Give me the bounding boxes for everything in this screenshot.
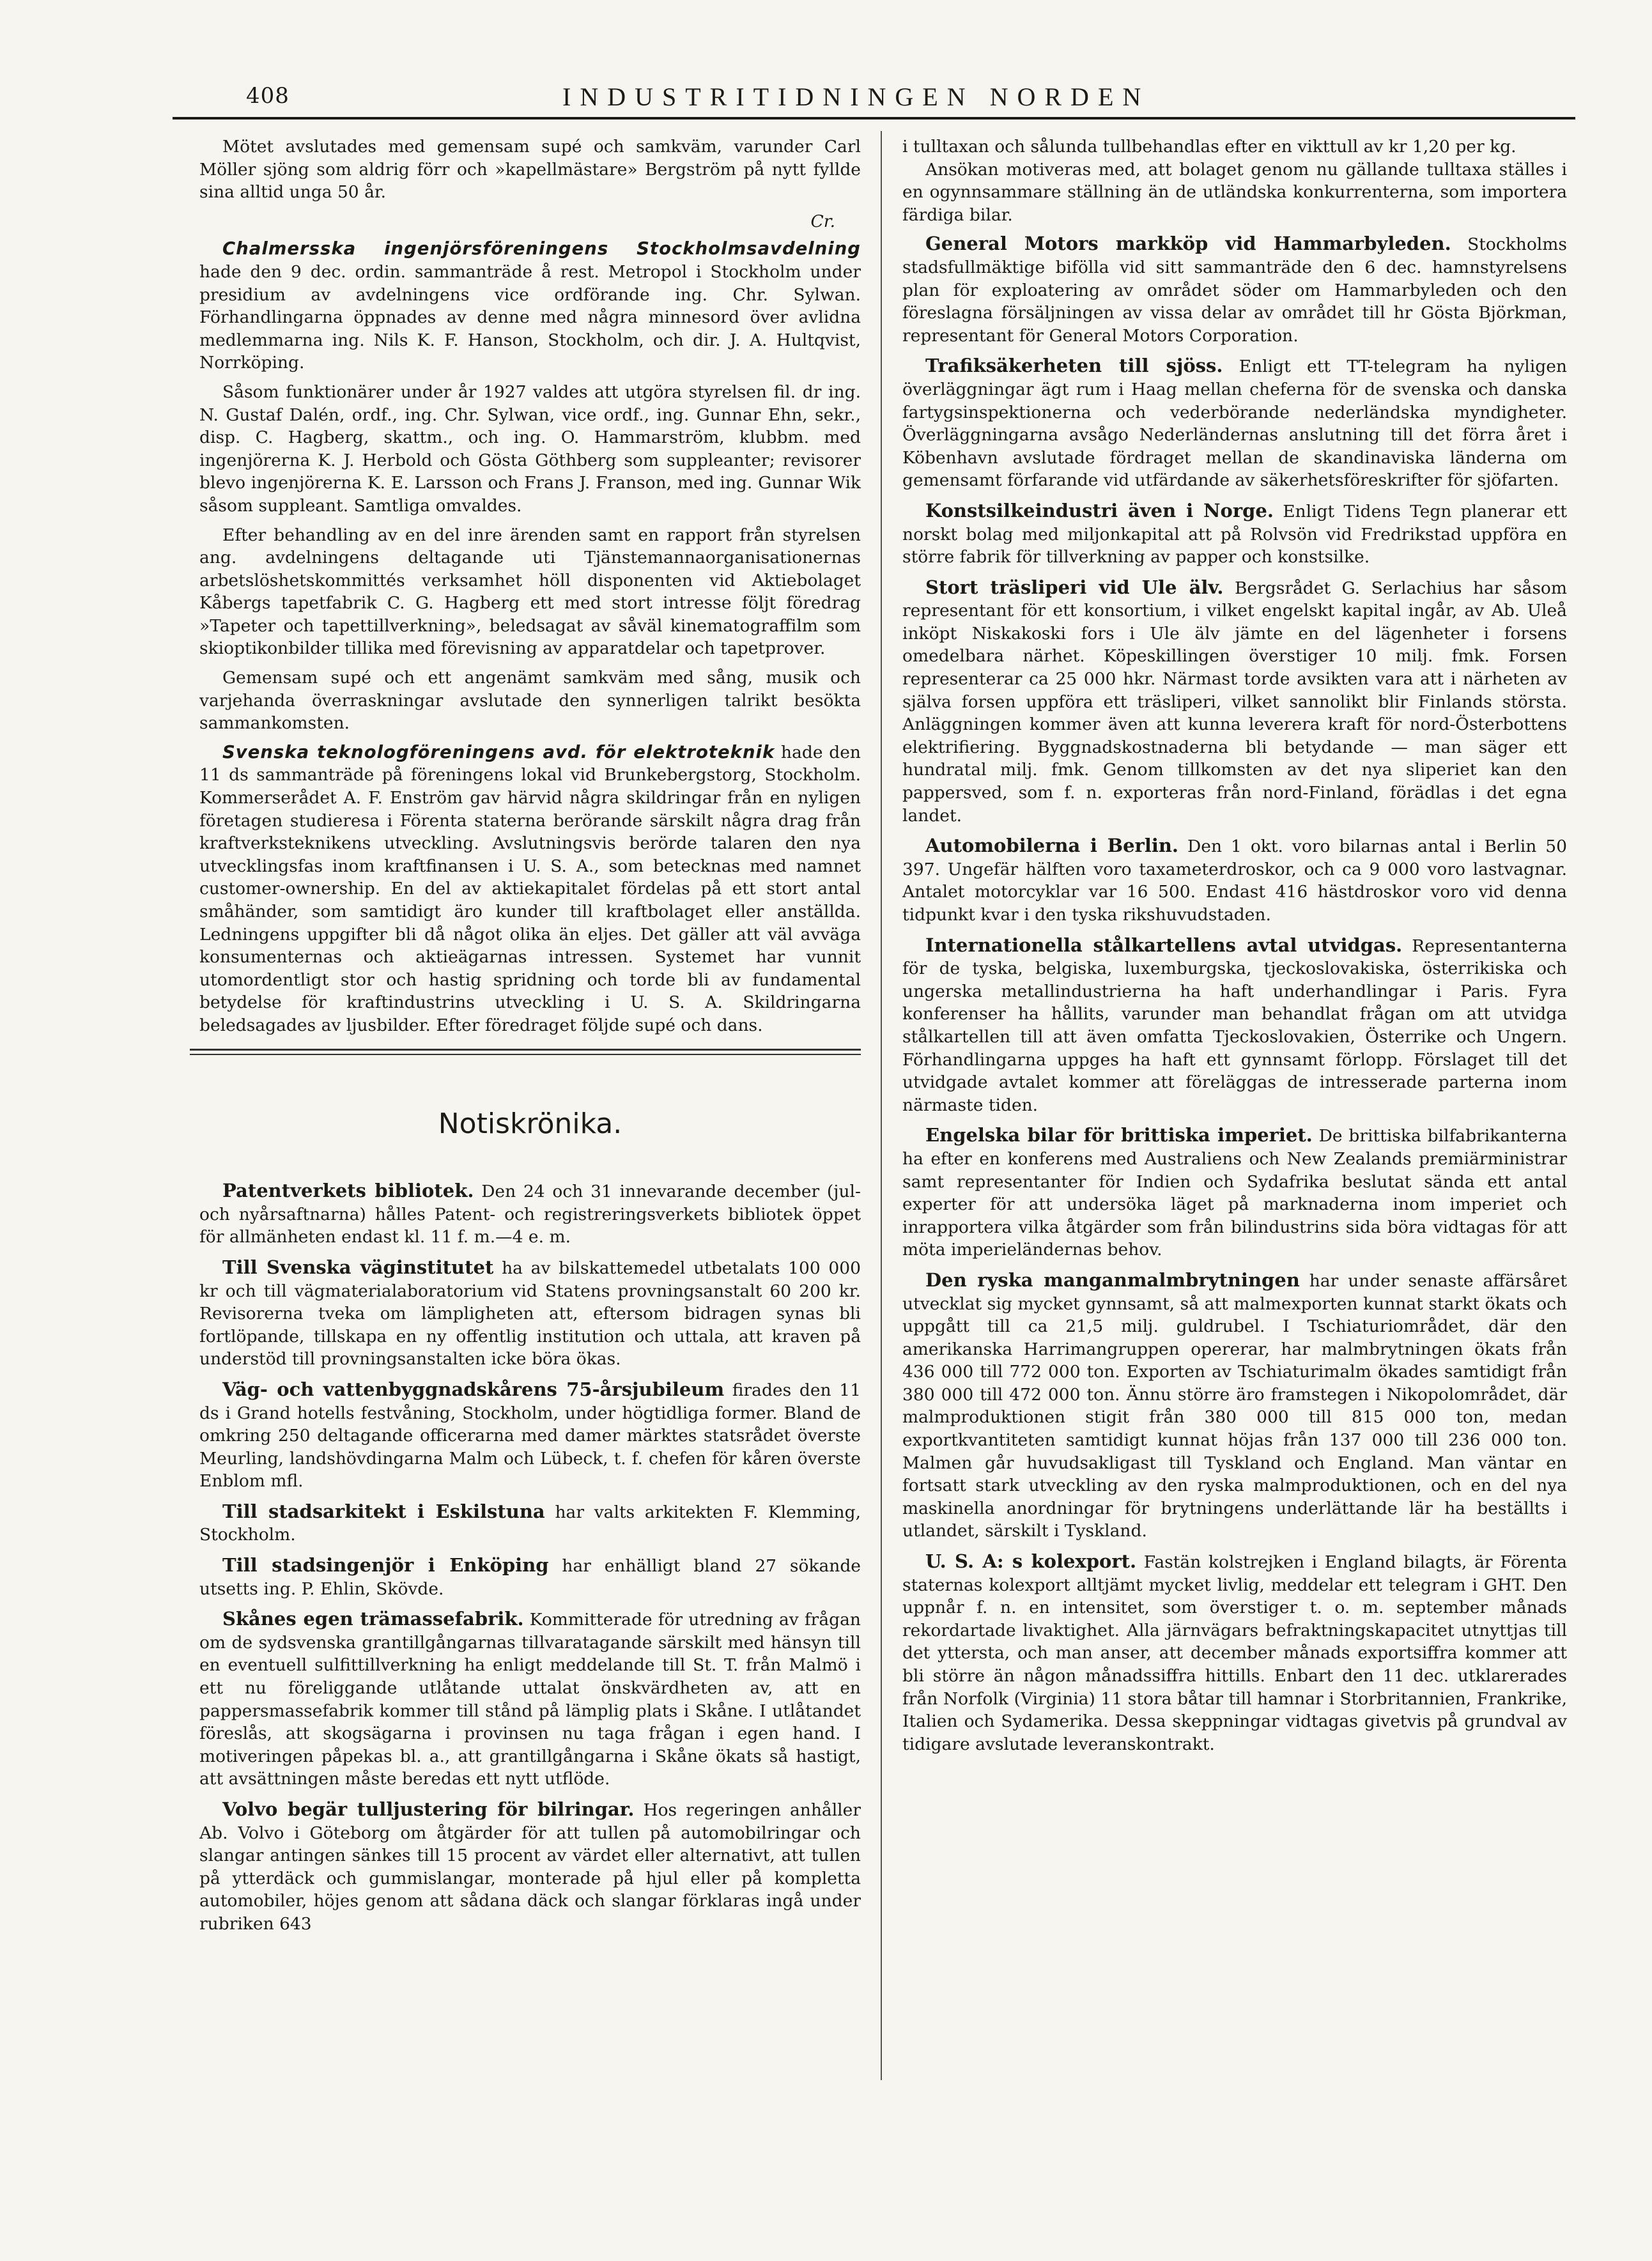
notice-item <box>902 355 1567 492</box>
notice-body: Den 1 okt. voro bilarnas antal i Berlin 50 397. Ungefär hälften voro taxameterdroskor, och ca 9 000 voro lastvagnar. Antalet motorcyklar var 16 500. Endast 416 hästdroskor voro vid denna tidpunkt kvar i den tyska rikshuvudstaden. <box>902 837 1567 925</box>
chalmers-heading: Chalmersska ingenjörsföreningens Stockholmsavdelning <box>222 238 861 259</box>
opening-paragraph: Mötet avslutades med gemensam supé och samkväm, varunder Carl Möller sjöng som aldrig förr och »kapellmästare» Bergström på nytt fyllde sina alltid unga 50 år. <box>199 137 861 203</box>
notice-heading: Till Svenska väginstitutet <box>222 1256 494 1278</box>
chalmers-report <box>199 238 861 374</box>
notice-heading: U. S. A: s kolexport. <box>925 1550 1137 1573</box>
right-notice-list <box>902 233 1567 1756</box>
notice-item <box>902 934 1567 1117</box>
chalmers-p3: Efter behandling av en del inre ärenden samt en rapport från styrelsen ang. avdelningens deltagande uti Tjänstemannaorganisationernas arbetslöshetskommittés verksamhet höll disponenten vid Aktiebolaget Kåbergs tapetfabrik C. G. Hagberg ett med stort intresse följt föredrag »Tapeter och tapettillverkning», beledsagat av såväl kinematograffilm som skioptikonbilder tillika med förevisning av apparatdelar och tapetprover. <box>199 525 861 659</box>
notice-heading: Den ryska manganmalmbrytningen <box>925 1269 1300 1291</box>
notice-heading: Stort träsliperi vid Ule älv. <box>925 576 1224 598</box>
notice-item <box>902 576 1567 828</box>
notice-body: Kommitterade för utredning av frågan om de sydsvenska grantillgångarnas tillvaratagande särskilt med hänsyn till en eventuell sulfittillverkning ha enligt meddelande till St. T. från Malmö i ett nu föreliggande utlåtande uttalat önskvärdheten av, att en pappersmassefabrik kommer till stånd på lämplig plats i Skåne. I utlåtandet föreslås, att skogsägarna i provinsen nu taga frågan i egen hand. I motiveringen påpekas bl. a., att grantillgångarna i Skåne ökats så hastigt, att avsättningen måste beredas ett nytt utflöde. <box>199 1610 861 1789</box>
notice-item <box>199 1554 861 1600</box>
notice-heading: Internationella stålkartellens avtal utvidgas. <box>925 934 1403 956</box>
chalmers-p2: Såsom funktionärer under år 1927 valdes att utgöra styrelsen fil. dr ing. N. Gustaf Dalén, ordf., ing. Chr. Sylwan, vice ordf., ing. Gunnar Ehn, sekr., disp. C. Hagberg, skattm., och ing. O. Hammarström, klubbm. med ingenjörerna K. J. Herbold och Gösta Göthberg som suppleanter; revisorer blevo ingenjörerna K. E. Larsson och Frans J. Franson, med ing. Gunnar Wik såsom suppleant. Samtliga omvaldes. <box>199 382 861 516</box>
notice-item <box>199 1608 861 1791</box>
notice-heading: Konstsilkeindustri även i Norge. <box>925 499 1274 521</box>
author-signature: Cr. <box>810 211 835 231</box>
notice-heading: Till stadsarkitekt i Eskilstuna <box>222 1500 545 1522</box>
notice-heading: General Motors markköp vid Hammarbyleden. <box>925 233 1451 255</box>
notice-body: har enhälligt bland 27 sökande utsetts ing. P. Ehlin, Skövde. <box>199 1556 861 1599</box>
notice-item <box>902 835 1567 926</box>
svenska-report <box>199 741 861 1037</box>
notice-body: Representanterna för de tyska, belgiska, luxemburgska, tjeckoslovakiska, österrikiska och ungerska metallindustrierna ha haft underhandlingar i Paris. Fyra konferenser ha hållits, varunder man behandlat frågan om att utvidga stålkartellen till att även omfatta Tjeckoslovakien, Österrike och Ungern. Förhandlingarna uppges ha haft ett gynnsamt förlopp. Förslaget till det utvidgade avtalet kommer att föreläggas de intresserade parterna inom närmaste tiden. <box>902 936 1567 1115</box>
notice-item <box>902 500 1567 569</box>
notice-item <box>902 1269 1567 1543</box>
notice-body: Fastän kolstrejken i England bilagts, är Förenta staternas kolexport alltjämt mycket livlig, meddelar ett telegram i GHT. Den uppnår f. n. en intensitet, som överstiger t. o. m. september månads rekordartade livaktighet. Alla järnvägars befraktningskapacitet utnyttjas till det yttersta, och man anser, att december månads exportsiffra kommer att bli större än någon månadssiffra hittills. Enbart den 11 dec. utklarerades från Norfolk (Virginia) 11 stora båtar till hamnar i Storbritannien, Frankrike, Italien och Sydamerika. Dessa skeppningar vidtagas givetvis på grundval av tidigare avslutade leveranskontrakt. <box>902 1552 1567 1754</box>
notice-heading: Väg- och vattenbyggnadskårens 75-årsjubileum <box>222 1378 725 1400</box>
notice-body: Den 24 och 31 innevarande december (jul- och nyårsaftnarna) hålles Patent- och registreringsverkets bibliotek öppet för allmänheten endast kl. 11 f. m.—4 e. m. <box>199 1182 861 1247</box>
column-divider <box>881 131 882 2080</box>
notice-heading: Till stadsingenjör i Enköping <box>222 1554 549 1577</box>
notice-heading: Skånes egen trämassefabrik. <box>222 1608 524 1630</box>
notice-heading: Volvo begär tulljustering för bilringar. <box>222 1798 635 1820</box>
notice-item <box>902 1550 1567 1756</box>
notice-heading: Engelska bilar för brittiska imperiet. <box>925 1124 1313 1146</box>
left-column <box>199 135 861 1943</box>
notice-body: Bergsrådet G. Serlachius har såsom representant för ett konsortium, i vilket engelskt kapital ingår, av Ab. Uleå inköpt Niskakoski fors i Ule älv jämte en del lägenheter i forsens omedelbara närhet. Köpeskillingen överstiger 10 milj. fmk. Forsen representerar ca 25 000 hkr. Närmast torde avsikten vara att i närheten av själva forsen uppföra ett träsliperi, vilket sannolikt blir Finlands största. Anläggningen kommer även att kunna leverera kraft för nord-Österbottens elektrifiering. Byggnadskostnaderna bli betydande — man säger ett hundratal milj. fmk. Genom tillkomsten av det nya sliperiet kan den pappersved, som f. n. exporteras från nord-Finland, förädlas i det egna landet. <box>902 578 1568 826</box>
continuation-p2: Ansökan motiveras med, att bolaget genom nu gällande tulltaxa ställes i en ogynnsammare ställning än de utländska konkurrenterna, som importera färdiga bilar. <box>902 159 1567 225</box>
section-rule <box>190 1049 861 1055</box>
notice-body: Hos regeringen anhåller Ab. Volvo i Göteborg om åtgärder för att tullen på automobilringar och slangar antingen sänkes till 15 procent av värdet eller alternativt, att tullen på ytterdäck och gummislangar, monterade på hjul eller på kompletta automobiler, höjes genom att sådana däck och slangar förklaras ingå under rubriken 643 <box>199 1800 861 1934</box>
notice-body: har under senaste affärsåret utvecklat sig mycket gynnsamt, så att malmexporten kunnat starkt ökats och uppgått till ca 21,5 milj. guldrubel. I Tschiaturiområdet, där den amerikanska Harrimangruppen opererar, har malmbrytningen ökats från 436 000 till 772 000 ton. Exporten av Tschiaturimalm ökades samtidigt från 380 000 till 472 000 ton. Ännu större äro framstegen i Nikopolområdet, där malmproduktionen stigit från 380 000 till 815 000 ton, medan exportkvantiteten samtidigt kunnat höjas från 137 000 till 236 000 ton. Malmen går huvudsakligast till Tyskland och England. Man väntar en fortsatt stark utveckling av den ryska malmproduktionen, och en del nya maskinella anordningar för brytningens underlättande lär ha beställts i utlandet, särskilt i Tyskland. <box>902 1270 1568 1541</box>
notice-item <box>902 233 1567 347</box>
notice-body: Stockholms stadsfullmäktige bifölla vid sitt sammanträde den 6 dec. hamnstyrelsens plan för exploatering av området söder om Hammarbyleden och den föreslagna försäljningen av vissa delar av området till hr Gösta Björkman, representant för General Motors Corporation. <box>902 235 1567 346</box>
journal-title: INDUSTRITIDNINGEN NORDEN <box>562 82 1150 111</box>
notice-item <box>199 1378 861 1493</box>
notice-body: firades den 11 ds i Grand hotells festvåning, Stockholm, under högtidliga former. Bland de omkring 250 deltagande officerarna med damer märktes statsrådet överste Meurling, landshövdingarna Malm och Lübeck, t. f. chefen för kåren överste Enblom mfl. <box>199 1380 861 1492</box>
notice-item <box>199 1256 861 1371</box>
notice-item <box>199 1501 861 1547</box>
notice-body: ha av bilskattemedel utbetalats 100 000 kr och till vägmaterialaboratorium vid Statens provningsanstalt 60 200 kr. Revisorerna tveka om lämpligheten att, eftersom bidragen synas bli fortlöpande, tillskapa en ny offentlig institution och uttala, att kraven på understöd till provningsanstalten icke böra ökas. <box>199 1258 861 1370</box>
svenska-p1: hade den 11 ds sammanträde på föreningens lokal vid Brunkebergstorg, Stockholm. Kommerserådet A. F. Enström gav härvid några skildringar från en nyligen företagen studieresa i Förenta staterna berörande särskilt några drag från kraftverksteknikens utveckling. Avslutningsvis berörde talaren den nya utvecklingsfas inom kraftfinansen i U. S. A., som betecknas med namnet customer-ownership. En del av aktiekapitalet fördelas på ett stort antal småhänder, som samtidigt äro kunder till kraftbolaget eller anställda. Ledningens uppgifter bli då något olika än eljes. Det gäller att väl avväga konsumenternas och aktieägarnas intressen. Systemet har vunnit utomordentligt stor och hastig spridning och torde bli av fundamental betydelse för kraftindustrins utveckling i U. S. A. Skildringarna beledsagades av ljusbilder. Efter föredraget följde supé och dans. <box>199 742 861 1035</box>
chalmers-p1: hade den 9 dec. ordin. sammanträde å rest. Metropol i Stockholm under presidium av avdelningens vice ordförande ing. Chr. Sylwan. Förhandlingarna öppnades av denne med några minnesord över avlidna medlemmarna ing. Nils K. F. Hanson, Stockholm, och dir. J. A. Hultqvist, Norrköping. <box>199 261 861 373</box>
notice-body: De brittiska bilfabrikanterna ha efter en konferens med Australiens och New Zealands premiärministrar samt representanter för Indien och Sydafrika beslutat sända ett antal experter för att undersöka läget på marknaderna inom imperiet och inrapportera vilka åtgärder som från bilindustrins sida böra vidtagas för att möta imperieländernas behov. <box>902 1126 1567 1260</box>
notice-heading: Trafiksäkerheten till sjöss. <box>925 355 1223 377</box>
right-column <box>902 135 1567 1763</box>
notice-item <box>199 1798 861 1936</box>
notice-body: har valts arkitekten F. Klemming, Stockholm. <box>199 1502 861 1545</box>
notice-item <box>199 1180 861 1249</box>
header-rule <box>173 117 1575 120</box>
page-number: 408 <box>246 83 289 109</box>
notice-heading: Automobilerna i Berlin. <box>925 835 1179 857</box>
notice-heading: Patentverkets bibliotek. <box>222 1180 474 1202</box>
notice-item <box>902 1124 1567 1262</box>
notice-body: Enligt Tidens Tegn planerar ett norskt bolag med miljonkapital att på Rolvsön vid Fredrikstad uppföra en större fabrik för tillverkning av papper och konstsilke. <box>902 501 1567 567</box>
continuation-text: i tulltaxan och sålunda tullbehandlas efter en vikttull av kr 1,20 per kg. <box>902 137 1517 157</box>
left-notice-list <box>199 1180 861 1935</box>
chalmers-p4: Gemensam supé och ett angenämt samkväm med sång, musik och varjehanda överraskningar avslutade den synnerligen talrikt besökta sammankomsten. <box>199 668 861 734</box>
section-title: Notiskrönika. <box>438 1107 622 1140</box>
notice-body: Enligt ett TT-telegram ha nyligen överläggningar ägt rum i Haag mellan cheferna för de svenska och danska fartygsinspektionerna och vederbörande nederländska myndigheter. Överläggningarna avsågo Nederländernas anslutning till det förra året i Köbenhavn avslutade fördraget mellan de skandinaviska länderna om gemensamt förfarande vid utfärdande av säkerhetsföreskrifter för sjöfarten. <box>902 357 1567 491</box>
svenska-heading: Svenska teknologföreningens avd. för elektroteknik <box>222 741 775 762</box>
